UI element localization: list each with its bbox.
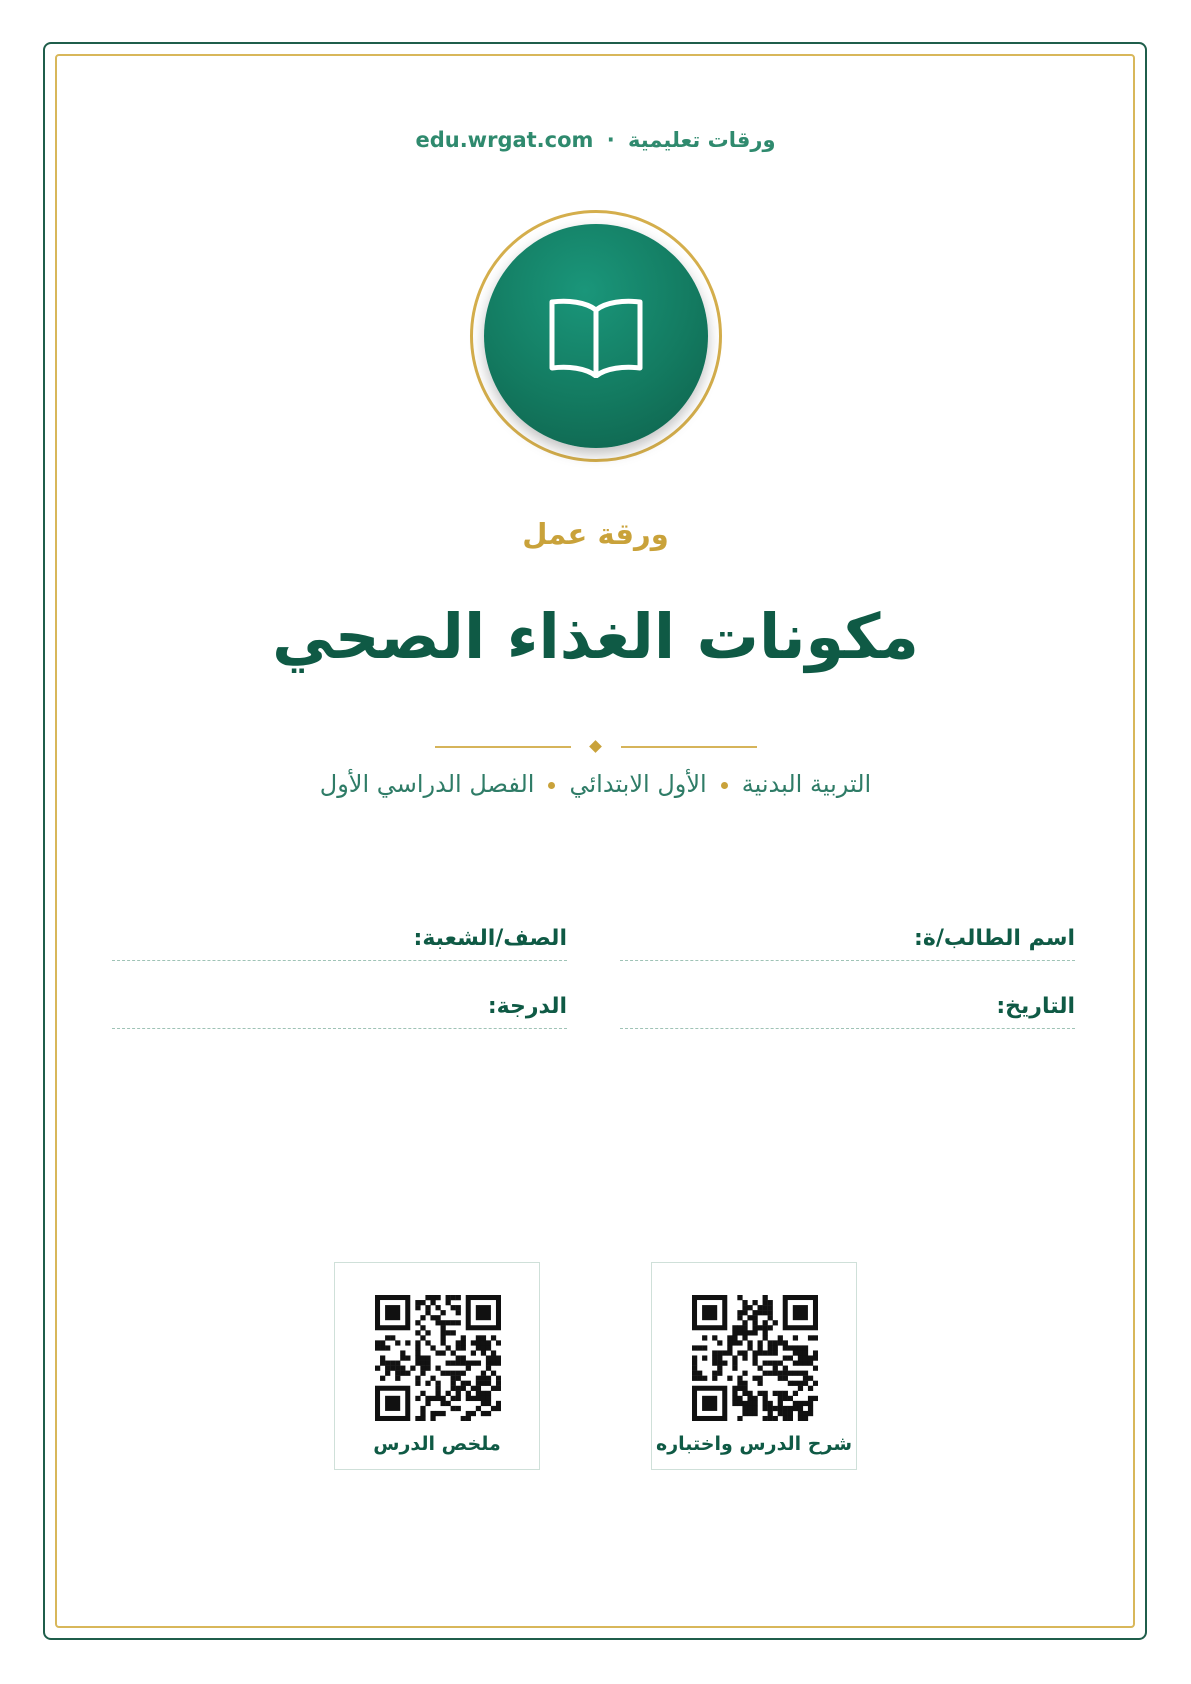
date-field[interactable] — [620, 990, 1075, 1029]
meta-dot — [548, 782, 555, 789]
date-label: التاريخ: — [996, 994, 1075, 1019]
qr-card-lesson-explanation[interactable] — [651, 1262, 857, 1470]
document-type: ورقة عمل — [522, 517, 669, 551]
meta-dot — [721, 782, 728, 789]
class-section-label: الصف/الشعبة: — [413, 926, 567, 951]
score-label: الدرجة: — [487, 994, 567, 1019]
meta-term: الفصل الدراسي الأول — [319, 770, 535, 798]
document-title: مكونات الغذاء الصحي — [272, 600, 919, 673]
title-divider — [435, 740, 757, 754]
qr-card-lesson-summary[interactable] — [334, 1262, 540, 1470]
meta-subject: التربية البدنية — [741, 770, 872, 798]
emblem — [470, 210, 722, 462]
site-domain: edu.wrgat.com — [415, 128, 594, 152]
class-section-field[interactable] — [112, 922, 567, 961]
meta-grade: الأول الابتدائي — [569, 770, 707, 798]
qr-label-lesson-explanation: شرح الدرس واختباره — [655, 1433, 853, 1455]
qr-code-icon — [375, 1295, 501, 1421]
meta-line — [0, 770, 1191, 798]
divider-line-right — [621, 746, 757, 748]
site-header — [0, 128, 1191, 152]
header-separator: · — [606, 128, 615, 152]
qr-code-icon — [692, 1295, 818, 1421]
open-book-icon — [546, 296, 646, 378]
divider-diamond — [589, 740, 602, 753]
qr-label-lesson-summary: ملخص الدرس — [373, 1433, 501, 1455]
score-field[interactable] — [112, 990, 567, 1029]
student-name-label: اسم الطالب/ة: — [914, 926, 1075, 951]
site-name: ورقات تعليمية — [628, 128, 776, 152]
divider-line-left — [435, 746, 571, 748]
emblem-core — [484, 224, 708, 448]
student-name-field[interactable] — [620, 922, 1075, 961]
